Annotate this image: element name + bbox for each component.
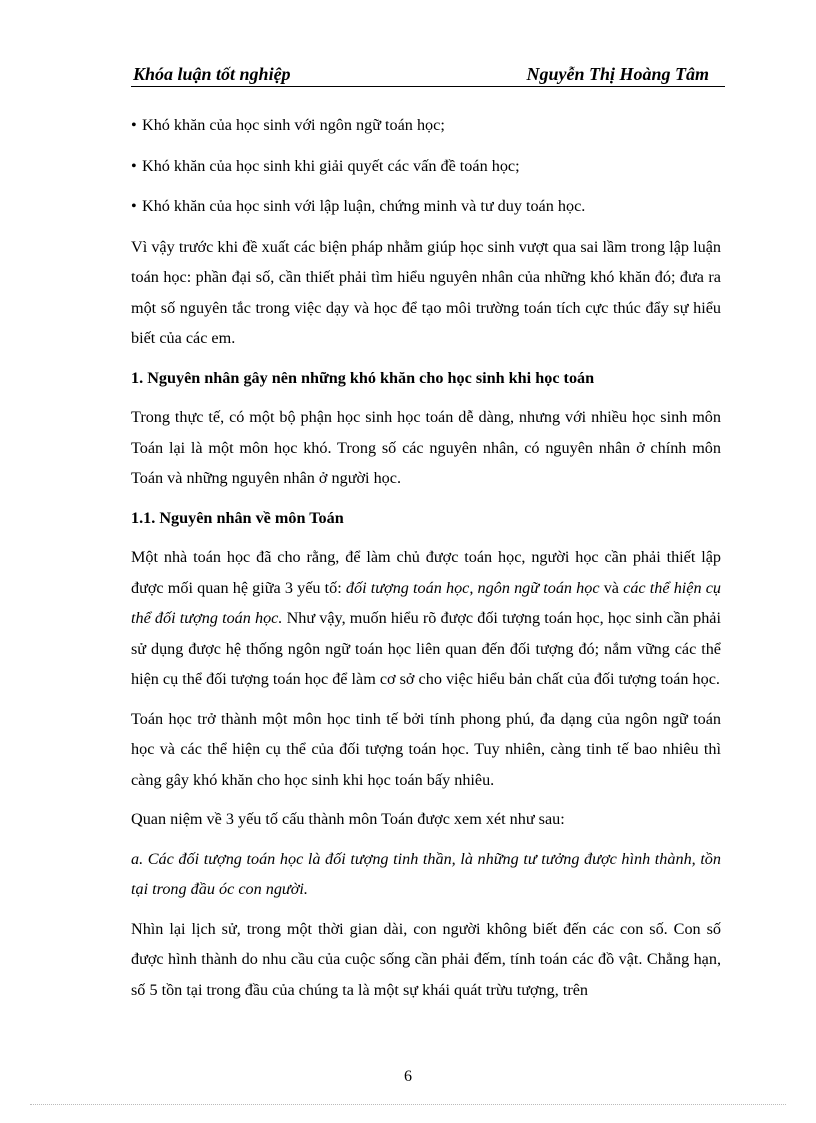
text-run: Như vậy, muốn hiểu rõ được đối tượng toán học, học sinh cần phải sử dụng được hệ thống ngôn ngữ toán học liên quan đến đối tượng đó; nắm vững các thể hiện cụ thể đối tượng toán học để làm cơ sở cho việc hiểu bản chất của đối tượng toán học.: [131, 609, 721, 688]
paragraph-history: Nhìn lại lịch sử, trong một thời gian dài, con người không biết đến các con số. Con số được hình thành do nhu cầu của cuộc sống cần phải đếm, tính toán các đồ vật. Chẳng hạn, số 5 tồn tại trong đầu của chúng ta là một sự khái quát trừu tượng, trên: [131, 919, 721, 999]
bullet-item: [131, 110, 721, 141]
bullet-text: Khó khăn của học sinh khi giải quyết các vấn đề toán học;: [142, 156, 520, 175]
paragraph-intro: Vì vậy trước khi đề xuất các biện pháp nhằm giúp học sinh vượt qua sai lầm trong lập luận toán học: phần đại số, cần thiết phải tìm hiểu nguyên nhân của những khó khăn đó; đưa ra một số nguyên tắc trong việc dạy và học để tạo môi trường toán tích cực thúc đẩy sự hiểu biết của các em.: [131, 237, 721, 347]
bullet-text: Khó khăn của học sinh với lập luận, chứng minh và tư duy toán học.: [142, 197, 586, 215]
header-title: Khóa luận tốt nghiệp: [133, 64, 291, 84]
heading-section-1: 1. Nguyên nhân gây nên những khó khăn cho học sinh khi học toán: [131, 368, 595, 387]
paragraph-point-a: a. Các đối tượng toán học là đối tượng tinh thần, là những tư tưởng được hình thành, tồn tại trong đầu óc con người.: [131, 849, 721, 898]
bullet-icon: •: [131, 197, 137, 215]
paragraph-three-factors: [131, 542, 721, 695]
bullet-item: [131, 151, 721, 182]
italic-run: đối tượng toán học, ngôn ngữ toán học: [345, 578, 600, 597]
page-content: [131, 110, 721, 1014]
bullet-item: [131, 191, 721, 222]
header-author: Nguyễn Thị Hoàng Tâm: [526, 64, 709, 84]
paragraph-reality: Trong thực tế, có một bộ phận học sinh học toán dễ dàng, nhưng với nhiều học sinh môn Toán lại là một môn học khó. Trong số các nguyên nhân, có nguyên nhân ở chính môn Toán và những nguyên nhân ở người học.: [131, 408, 721, 487]
bullet-text: Khó khăn của học sinh với ngôn ngữ toán học;: [142, 116, 445, 134]
page-number: 6: [404, 1068, 412, 1085]
text-run: và: [599, 578, 624, 597]
page-header: [131, 64, 725, 87]
page-bottom-divider: [30, 1104, 786, 1105]
paragraph-concept: Quan niệm về 3 yếu tố cấu thành môn Toán được xem xét như sau:: [131, 810, 565, 828]
bullet-icon: •: [131, 116, 137, 134]
bullet-icon: •: [131, 156, 137, 175]
heading-section-1-1: 1.1. Nguyên nhân về môn Toán: [131, 508, 344, 527]
italic-run: các thể hiện cụ thể đối tượng toán học.: [131, 578, 722, 627]
paragraph-subtlety: Toán học trở thành một môn học tinh tế bởi tính phong phú, đa dạng của ngôn ngữ toán học và các thể hiện cụ thể của đối tượng toán học. Tuy nhiên, càng tinh tế bao nhiêu thì càng gây khó khăn cho học sinh khi học toán bấy nhiêu.: [131, 709, 721, 789]
text-run: Một nhà toán học đã cho rằng, để làm chủ được toán học, người học cần phải thiết lập được mối quan hệ giữa 3 yếu tố:: [131, 548, 721, 597]
